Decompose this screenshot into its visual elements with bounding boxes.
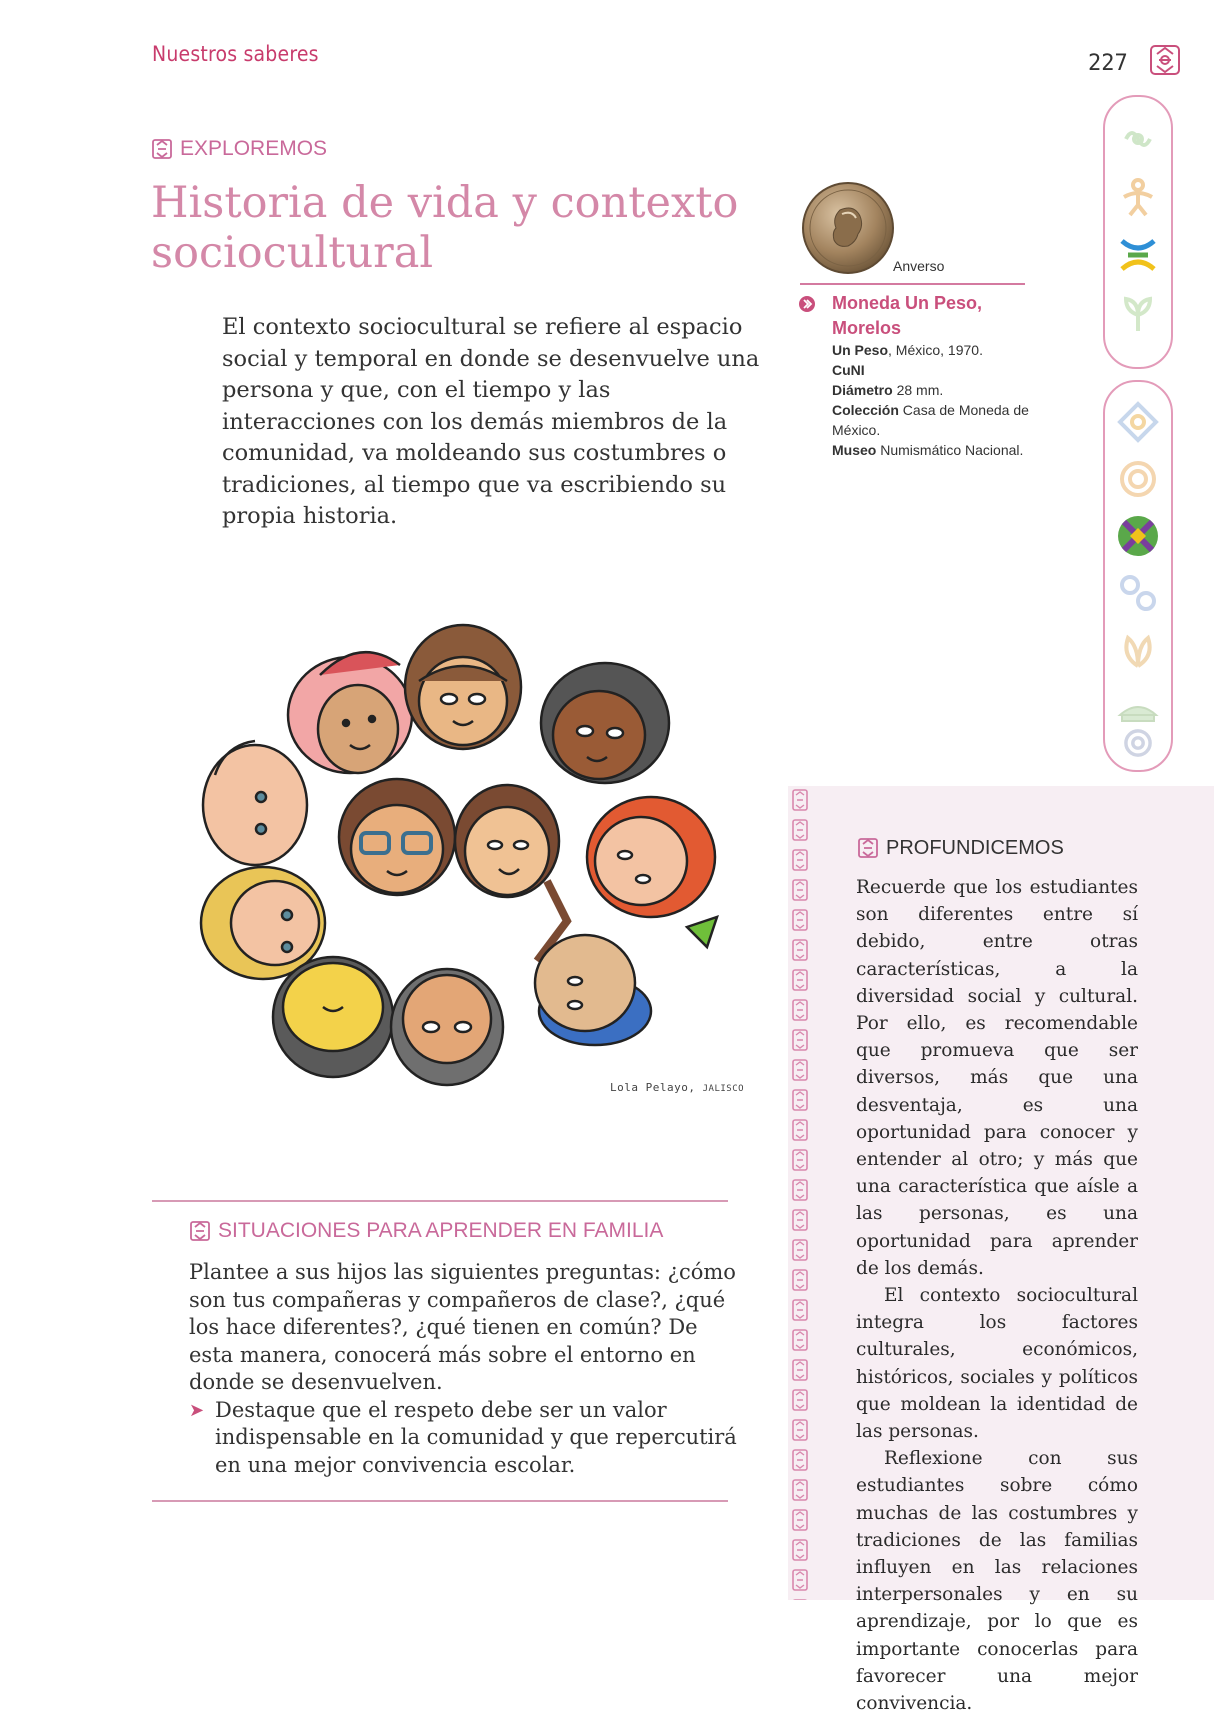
profundicemos-paragraph: El contexto sociocultural integra los factores culturales, económicos, históricos, sociales y políticos que moldean la identidad de las personas. (856, 1285, 1138, 1443)
community-ornament-icon (1116, 233, 1160, 277)
section-ornament-icon (856, 836, 880, 860)
campo-formativo-rail (1103, 95, 1173, 369)
coin-caption: Anverso (893, 258, 945, 274)
face-bangs (405, 625, 521, 749)
face-red-hair (587, 797, 717, 947)
figure-ornament-icon (1116, 175, 1160, 219)
family-top-rule (152, 1200, 728, 1202)
profundicemos-heading (856, 836, 1064, 860)
children-faces-illustration (185, 605, 755, 1125)
arrow-bullet-icon: ➤ (189, 1399, 205, 1421)
illustration-credit (610, 1081, 744, 1094)
coin-title: Moneda Un Peso, Morelos (832, 293, 983, 338)
coin-metadata (832, 340, 1032, 460)
profundicemos-paragraph: Reflexione con sus estudiantes sobre cómo muchas de las costumbres y tradiciones de las familias influyen en las relaciones interpersonales y en su aprendizaje, por lo que es importante conocerlas para favorecer una mejor convivencia. (856, 1448, 1138, 1715)
exploremos-heading (150, 137, 327, 161)
running-head: Nuestros saberes (152, 42, 319, 66)
coin-meta-line: CuNI (832, 362, 865, 378)
credit-name: Lola Pelayo, (610, 1081, 696, 1094)
section-ornament-icon (150, 137, 174, 161)
leaf-ornament-icon (1116, 117, 1160, 161)
lotus-ornament-icon (1116, 628, 1160, 672)
family-paragraph: Plantee a sus hijos las siguientes preguntas: ¿cómo son tus compañeras y compañeros de clase?, ¿qué los hace diferentes?, ¿qué tienen en común? De esta manera, conocerá más sobre el entorno en donde se desenvuelven. (189, 1260, 736, 1394)
section-ornament-icon (188, 1219, 212, 1243)
compass-ornament-icon (1116, 400, 1160, 444)
face-braid (455, 785, 567, 961)
profundicemos-paragraph: Recuerde que los estudiantes son diferentes entre sí debido, entre otras características, a la diversidad social y cultural. Por ello, es recomendable que promueva que ser diversos, más que una desventaja, es una oportunidad para conocer y entender al otro; y más que una característica que aísle a las personas, es una oportunidad para aprender de los demás. (856, 877, 1138, 1279)
profundicemos-label: PROFUNDICEMOS (886, 836, 1064, 859)
family-body (189, 1259, 739, 1479)
page-ornament-icon (1147, 42, 1183, 78)
book-ornament-icon (1116, 685, 1160, 729)
coin-meta-line: Diámetro 28 mm. (832, 382, 944, 398)
family-bullet-text: Destaque que el respeto debe ser un valor indispensable en la comunidad y que repercutirá en una mejor convivencia escolar. (215, 1397, 737, 1477)
family-heading (188, 1219, 663, 1243)
exploremos-label: EXPLOREMOS (180, 137, 328, 160)
face-grey-hair (391, 969, 503, 1085)
face-curly (541, 663, 669, 783)
spiral-ornament-icon (1116, 457, 1160, 501)
intro-paragraph: El contexto sociocultural se refiere al espacio social y temporal en donde se desenvuelve una persona y que, con el tiempo y las interacciones con los demás miembros de la comunidad, va moldeando sus costumbres o tradiciones, al tiempo que va escribiendo su propia historia. (222, 314, 760, 529)
page-number-text: 227 (1088, 51, 1128, 76)
page-title: Historia de vida y contexto sociocultural (151, 178, 739, 278)
coin-meta-line: Colección Casa de Moneda de México. (832, 402, 1029, 438)
profundicemos-body (856, 874, 1138, 1717)
family-label: SITUACIONES PARA APRENDER EN FAMILIA (218, 1219, 664, 1242)
sprout-ornament-icon (1116, 291, 1160, 335)
coin-image (800, 180, 896, 276)
gear-ornament-icon (1119, 724, 1157, 762)
face-glasses (339, 779, 455, 895)
chevron-right-icon (798, 295, 816, 313)
links-ornament-icon (1116, 571, 1160, 615)
credit-state: JALISCO (702, 1084, 745, 1094)
ejes-articuladores-rail (1103, 380, 1173, 772)
face-blue-collar (535, 935, 651, 1045)
face-red-hat (288, 652, 412, 773)
coin-meta-line: Un Peso, México, 1970. (832, 342, 983, 358)
family-bottom-rule (152, 1500, 728, 1502)
page-number (1088, 42, 1183, 78)
face-side-left (203, 741, 307, 865)
family-bullet (189, 1397, 739, 1480)
coin-meta-line: Museo Numismático Nacional. (832, 442, 1024, 458)
coin-divider (800, 283, 1025, 285)
diversity-ornament-icon (1116, 514, 1160, 558)
face-yellow (273, 957, 393, 1077)
ornament-border-strip (790, 786, 810, 1600)
